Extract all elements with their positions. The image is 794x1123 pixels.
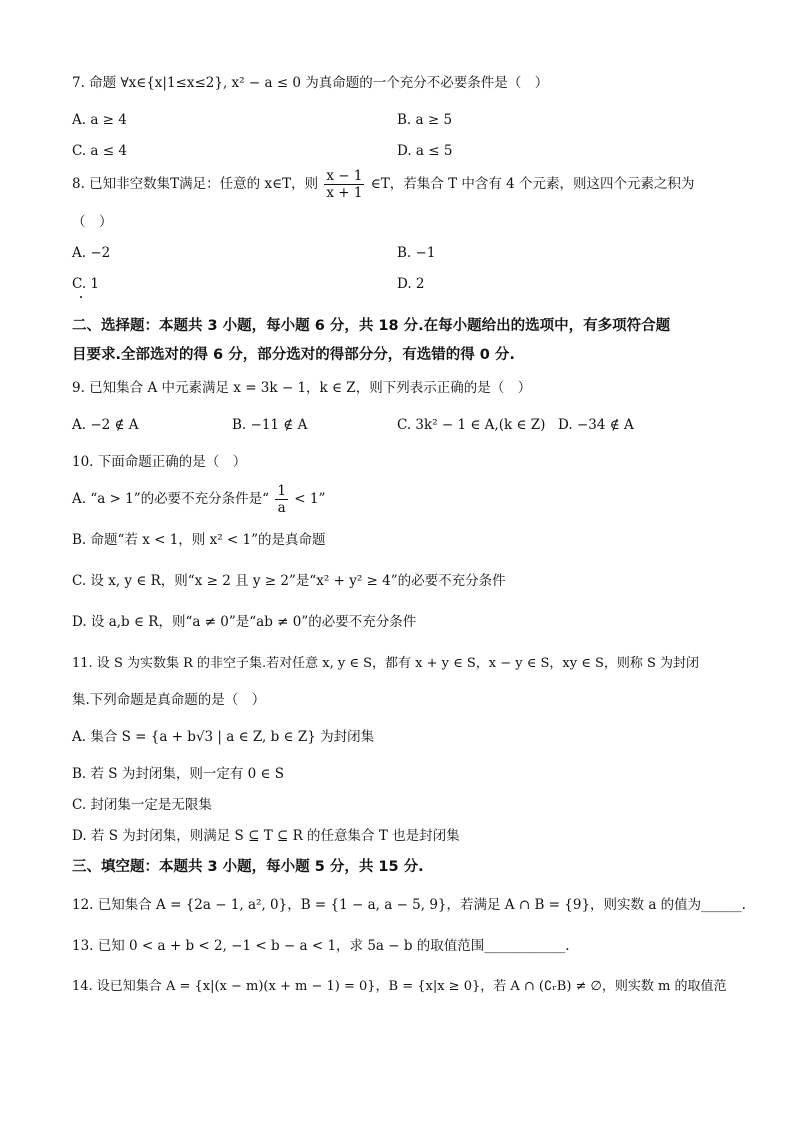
- section-2-heading-line1: 二、选择题：本题共 3 小题，每小题 6 分，共 18 分.在每小题给出的选项中，有多项符合题: [72, 318, 671, 334]
- q10-option-a-numerator: 1: [277, 483, 286, 499]
- q9-stem: 9. 已知集合 A 中元素满足 x = 3k − 1，k ∈ Z，则下列表示正确的是（ ）: [72, 380, 532, 396]
- q10-option-a-fraction: [275, 483, 288, 516]
- q11-option-a: A. 集合 S = {a + b√3 | a ∈ Z, b ∈ Z} 为封闭集: [72, 729, 375, 745]
- q7-option-d: D. a ≤ 5: [397, 143, 453, 159]
- q8-fraction-numerator: x − 1: [326, 168, 363, 184]
- q9-option-a: A. −2 ∉ A: [72, 417, 139, 433]
- q8-fraction-denominator: x + 1: [326, 185, 363, 201]
- section-2-heading-line2: 目要求.全部选对的得 6 分，部分选对的得部分分，有选错的得 0 分.: [72, 347, 515, 363]
- q11-option-c: C. 封闭集一定是无限集: [72, 797, 212, 813]
- q10-stem: 10. 下面命题正确的是（ ）: [72, 454, 247, 470]
- q8-option-b: B. −1: [397, 245, 436, 261]
- q12-stem: 12. 已知集合 A = {2a − 1, a², 0}，B = {1 − a, a − 5, 9}，若满足 A ∩ B = {9}，则实数 a 的值为______.: [72, 897, 746, 913]
- q10-option-a-post: < 1”: [294, 491, 326, 507]
- q14-stem: 14. 设已知集合 A = {x|(x − m)(x + m − 1) = 0}，B = {x|x ≥ 0}，若 A ∩ (∁ᵣB) ≠ ∅，则实数 m 的取值范: [72, 979, 727, 994]
- q9-option-d: D. −34 ∉ A: [558, 417, 634, 433]
- q10-option-d: D. 设 a,b ∈ R，则“a ≠ 0”是“ab ≠ 0”的必要不充分条件: [72, 614, 417, 630]
- q8-stem-post: ∈T，若集合 T 中含有 4 个元素，则这四个元素之积为: [370, 176, 695, 192]
- q13-stem: 13. 已知 0 < a + b < 2, −1 < b − a < 1，求 5a − b 的取值范围____________.: [72, 938, 570, 954]
- q11-stem-line1: 11. 设 S 为实数集 R 的非空子集.若对任意 x, y ∈ S，都有 x + y ∈ S，x − y ∈ S，xy ∈ S，则称 S 为封闭: [72, 656, 700, 671]
- q8-option-c: C. 1: [72, 276, 100, 292]
- q10-option-a: [72, 483, 325, 516]
- q9-option-b: B. −11 ∉ A: [232, 417, 308, 433]
- q7-option-a: A. a ≥ 4: [72, 112, 127, 128]
- stray-dot: [80, 296, 82, 298]
- q7-stem: 7. 命题 ∀x∈{x|1≤x≤2}, x² − a ≤ 0 为真命题的一个充分不必要条件是（ ）: [72, 75, 549, 91]
- q8-stem: [72, 168, 695, 201]
- q10-option-a-pre: A. “a > 1”的必要不充分条件是“: [72, 491, 270, 507]
- q7-option-b: B. a ≥ 5: [397, 112, 453, 128]
- q11-option-d: D. 若 S 为封闭集，则满足 S ⊆ T ⊆ R 的任意集合 T 也是封闭集: [72, 828, 460, 844]
- q8-option-d: D. 2: [397, 276, 425, 292]
- q11-stem-line2: 集.下列命题是真命题的是（ ）: [72, 692, 266, 708]
- q10-option-b: B. 命题“若 x < 1，则 x² < 1”的是真命题: [72, 532, 326, 548]
- q8-fraction: [324, 168, 364, 201]
- q8-option-a: A. −2: [72, 245, 111, 261]
- q10-option-a-denominator: a: [277, 500, 286, 516]
- q10-option-c: C. 设 x, y ∈ R，则“x ≥ 2 且 y ≥ 2”是“x² + y² ≥ 4”的必要不充分条件: [72, 573, 506, 589]
- q8-stem-line2: （ ）: [72, 214, 113, 230]
- section-3-heading: 三、填空题：本题共 3 小题，每小题 5 分，共 15 分.: [72, 859, 424, 875]
- q8-stem-pre: 8. 已知非空数集T满足：任意的 x∈T，则: [72, 176, 319, 192]
- q9-option-c: C. 3k² − 1 ∈ A,(k ∈ Z): [397, 417, 546, 433]
- q7-option-c: C. a ≤ 4: [72, 143, 127, 159]
- q11-option-b: B. 若 S 为封闭集，则一定有 0 ∈ S: [72, 766, 285, 782]
